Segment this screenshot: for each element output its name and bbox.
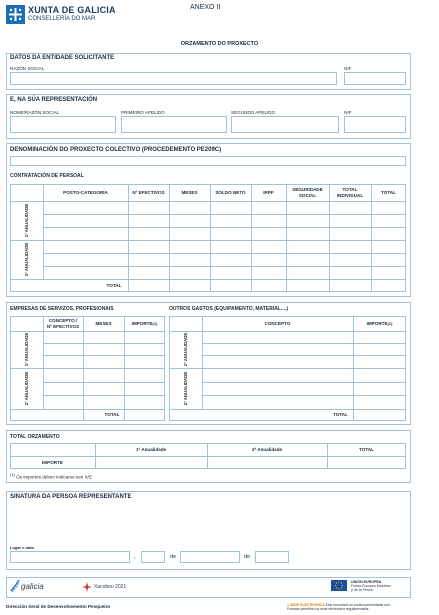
rep-surname2-field[interactable] (231, 116, 339, 133)
services-importe-note: (1) (152, 320, 158, 326)
rep-nif-label: NIF (344, 110, 352, 115)
day-field[interactable] (141, 551, 165, 563)
other-col-concepto: CONCEPTO (264, 320, 291, 326)
other-group-year2: 2ª ANUALIDADE (183, 371, 188, 406)
page-title: ORZAMENTO DO PROXECTO (180, 41, 259, 47)
budget-total-field[interactable] (328, 457, 405, 468)
rep-surname1-field[interactable] (121, 116, 227, 133)
rep-name-field[interactable] (10, 116, 116, 133)
rep-surname2-label: SEGUNDO APELIDO (231, 110, 276, 115)
services-title: EMPRESAS DE SERVIZOS, PROFESIONAIS (10, 306, 114, 312)
project-name-field[interactable] (10, 156, 406, 166)
rep-surname1-label: PRIMEIRO APELIDO (121, 110, 165, 115)
eu-flag (331, 580, 347, 591)
department-name: CONSELLERÍA DO MAR (28, 16, 96, 22)
budget-col-year2: 2ª Anualidade (251, 446, 283, 452)
staff-col-soldo: SOLDO NETO (215, 189, 246, 195)
rep-nif-field[interactable] (344, 116, 406, 133)
staff-col-total: TOTAL (381, 189, 396, 195)
galicia-logo (10, 579, 44, 593)
vat-note: $^{(1)}$ Os importes deben indicarse sen IVE (10, 472, 93, 480)
year-field[interactable] (255, 551, 289, 563)
sede-text2: Formato permitido na sede electrónica regulamentaria (287, 607, 369, 611)
date-de-2: de (244, 554, 251, 560)
signature-title: SINATURA DA PERSOA REPRESENTANTE (10, 494, 132, 500)
project-title: DENOMINACIÓN DO PROXECTO COLECTIVO (PROCEDEMENTO PE209C) (10, 147, 222, 153)
date-de-1: de (170, 554, 177, 560)
staff-title: CONTRATACIÓN DE PERSOAL (10, 173, 84, 179)
month-field[interactable] (180, 551, 240, 563)
place-field[interactable] (10, 551, 130, 563)
xunta-logo (6, 5, 25, 24)
place-date-label: Lugar e data (10, 545, 34, 550)
eu-fund: Fondo Europeo Marítimo (351, 584, 391, 589)
staff-total-label: TOTAL (106, 282, 122, 288)
services-group-year1: 1ª ANUALIDADE (24, 332, 29, 367)
sede-icon: ● (287, 603, 290, 607)
staff-col-total-individual: TOTAL INDIVIDUAL (336, 187, 364, 198)
entity-title: DATOS DA ENTIDADE SOLICITANTE (10, 55, 115, 61)
services-total-label: TOTAL (104, 412, 120, 418)
directorate-name: Dirección Xeral de Desenvolvemento Pesqueiro (6, 604, 111, 609)
services-col-meses: MESES (95, 320, 112, 326)
eu-text (351, 580, 391, 593)
annex-label: ANEXO II (190, 4, 221, 11)
services-col-importe: IMPORTE (1) (131, 320, 158, 326)
entity-nif-label: NIF (344, 66, 352, 71)
xacobeo-logo (82, 582, 126, 592)
budget-row-importe: IMPORTE (42, 459, 63, 465)
entity-nif-field[interactable] (344, 72, 406, 85)
galicia-wordmark: galicia (21, 581, 44, 591)
staff-group-year1: 1ª ANUALIDADE (24, 203, 29, 238)
galicia-swoosh-icon (10, 579, 20, 593)
services-col-concepto: CONCEPTO / Nº EFECTIVOS (46, 318, 80, 329)
sede-label[interactable]: SEDE ELECTRÓNICA (290, 603, 325, 607)
staff-col-seguridade: SEGURIDADE SOCIAL (292, 187, 323, 198)
xacobeo-star-icon (82, 582, 92, 592)
budget-year1-field[interactable] (96, 457, 206, 468)
brand-name: XUNTA DE GALICIA (28, 5, 116, 15)
eu-fund2: y de la Pesca (351, 588, 373, 593)
entity-name-label: RAZÓN SOCIAL (10, 66, 45, 71)
xunta-emblem-icon (6, 5, 25, 24)
services-group-year2: 2ª ANUALIDADE (24, 371, 29, 406)
budget-col-total: TOTAL (359, 446, 374, 452)
entity-name-field[interactable] (10, 72, 337, 85)
eu-stars-icon (331, 580, 347, 591)
budget-col-year1: 1ª Anualidade (135, 446, 167, 452)
sede-notice (287, 603, 390, 611)
staff-col-efectivos: Nº EFECTIVOS (132, 189, 165, 195)
rep-name-label: NOME/RAZÓN SOCIAL (10, 110, 60, 115)
date-comma: , (134, 554, 136, 560)
eu-title: UNIÓN EUROPEA (351, 580, 382, 584)
other-group-year1: 1ª ANUALIDADE (183, 332, 188, 367)
representative-title: E, NA SÚA REPRESENTACIÓN (10, 97, 98, 103)
other-total-label: TOTAL (333, 412, 348, 418)
sede-text: Este formulario só poderá presentarse nun (325, 603, 390, 607)
budget-total-title: TOTAL ORZAMENTO (10, 434, 60, 440)
staff-group-year2: 2ª ANUALIDADE (24, 242, 29, 277)
other-importe-note: (1) (387, 320, 393, 326)
staff-col-irpf: IRPF (263, 189, 274, 195)
staff-col-meses: MESES (181, 189, 198, 195)
other-title: OUTROS GASTOS (EQUIPAMENTO, MATERIAL....) (169, 306, 289, 312)
xacobeo-wordmark: Xacobeo 2021 (94, 584, 127, 590)
other-col-importe: IMPORTE (1) (366, 320, 393, 326)
staff-col-posto: POSTO-CATEGORÍA (63, 189, 108, 195)
budget-year2-field[interactable] (208, 457, 326, 468)
